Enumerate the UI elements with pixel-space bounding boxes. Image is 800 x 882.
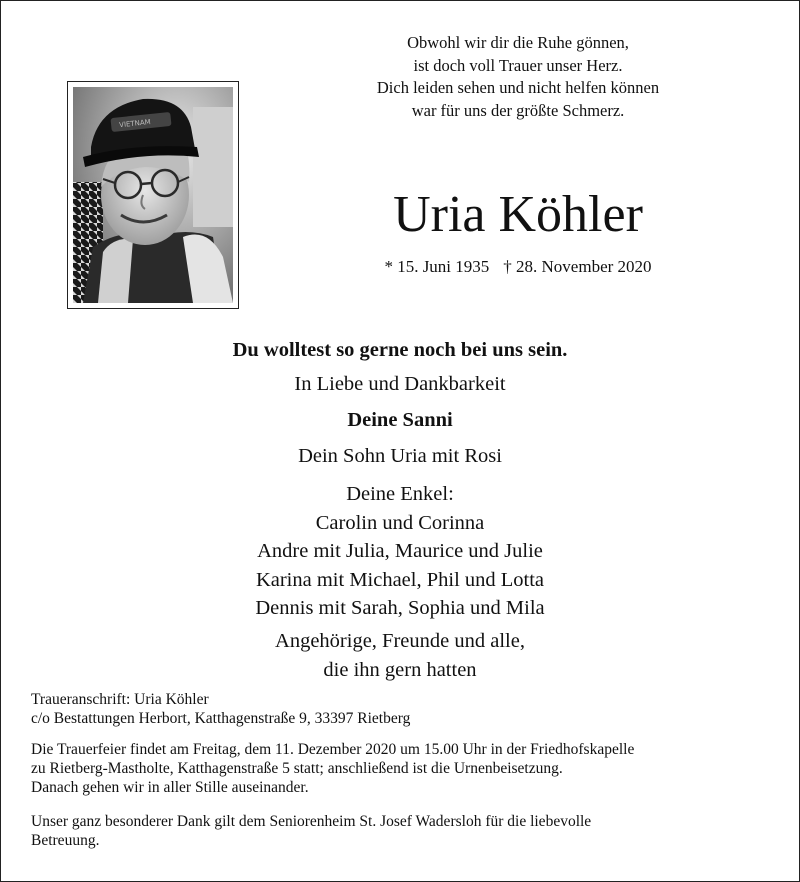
son-line: Dein Sohn Uria mit Rosi xyxy=(298,445,502,467)
thanks-line: Betreuung. xyxy=(31,832,100,849)
ceremony-line: Die Trauerfeier findet am Freitag, dem 11. Dezember 2020 um 15.00 Uhr in der Friedhofskapelle xyxy=(31,741,635,758)
portrait-image xyxy=(73,87,233,303)
wife-name: Deine Sanni xyxy=(347,409,453,431)
relatives-line: die ihn gern hatten xyxy=(323,659,477,681)
birth-date: * 15. Juni 1935 xyxy=(384,257,490,276)
mourning-address xyxy=(31,690,776,728)
grandchildren-heading: Deine Enkel: xyxy=(346,483,454,505)
grandchildren-line: Dennis mit Sarah, Sophia und Mila xyxy=(255,597,545,619)
address-line: Traueranschrift: Uria Köhler xyxy=(31,691,209,708)
relatives-line: Angehörige, Freunde und alle, xyxy=(275,630,525,652)
deceased-name: Uria Köhler xyxy=(393,186,643,243)
poem-line: Dich leiden sehen und nicht helfen können xyxy=(376,78,660,97)
thanks-notice xyxy=(31,812,776,850)
ceremony-line: zu Rietberg-Mastholte, Katthagenstraße 5 statt; anschließend ist die Urnenbeisetzung. xyxy=(31,760,563,777)
portrait-photo xyxy=(67,81,239,309)
ceremony-notice xyxy=(31,740,776,797)
motto: Du wolltest so gerne noch bei uns sein. xyxy=(232,339,568,361)
grandchildren-list xyxy=(0,480,800,623)
poem-line: war für uns der größte Schmerz. xyxy=(411,100,625,120)
poem-line: ist doch voll Trauer unser Herz. xyxy=(413,55,623,75)
ceremony-line: Danach gehen wir in aller Stille auseinander. xyxy=(31,779,309,796)
memorial-poem xyxy=(318,32,718,122)
svg-text:VIETNAM: VIETNAM xyxy=(118,118,152,130)
relatives-block xyxy=(0,627,800,685)
grandchildren-line: Karina mit Michael, Phil und Lotta xyxy=(255,568,545,591)
grandchildren-line: Andre mit Julia, Maurice und Julie xyxy=(257,540,543,562)
death-date: † 28. November 2020 xyxy=(503,257,652,276)
dankbarkeit-line: In Liebe und Dankbarkeit xyxy=(294,373,506,395)
grandchildren-line: Carolin und Corinna xyxy=(315,511,485,534)
thanks-line: Unser ganz besonderer Dank gilt dem Seniorenheim St. Josef Wadersloh für die liebevolle xyxy=(31,813,592,830)
life-dates xyxy=(318,255,718,279)
address-line: c/o Bestattungen Herbort, Katthagenstraße 9, 33397 Rietberg xyxy=(31,710,411,727)
poem-line: Obwohl wir dir die Ruhe gönnen, xyxy=(407,33,629,52)
